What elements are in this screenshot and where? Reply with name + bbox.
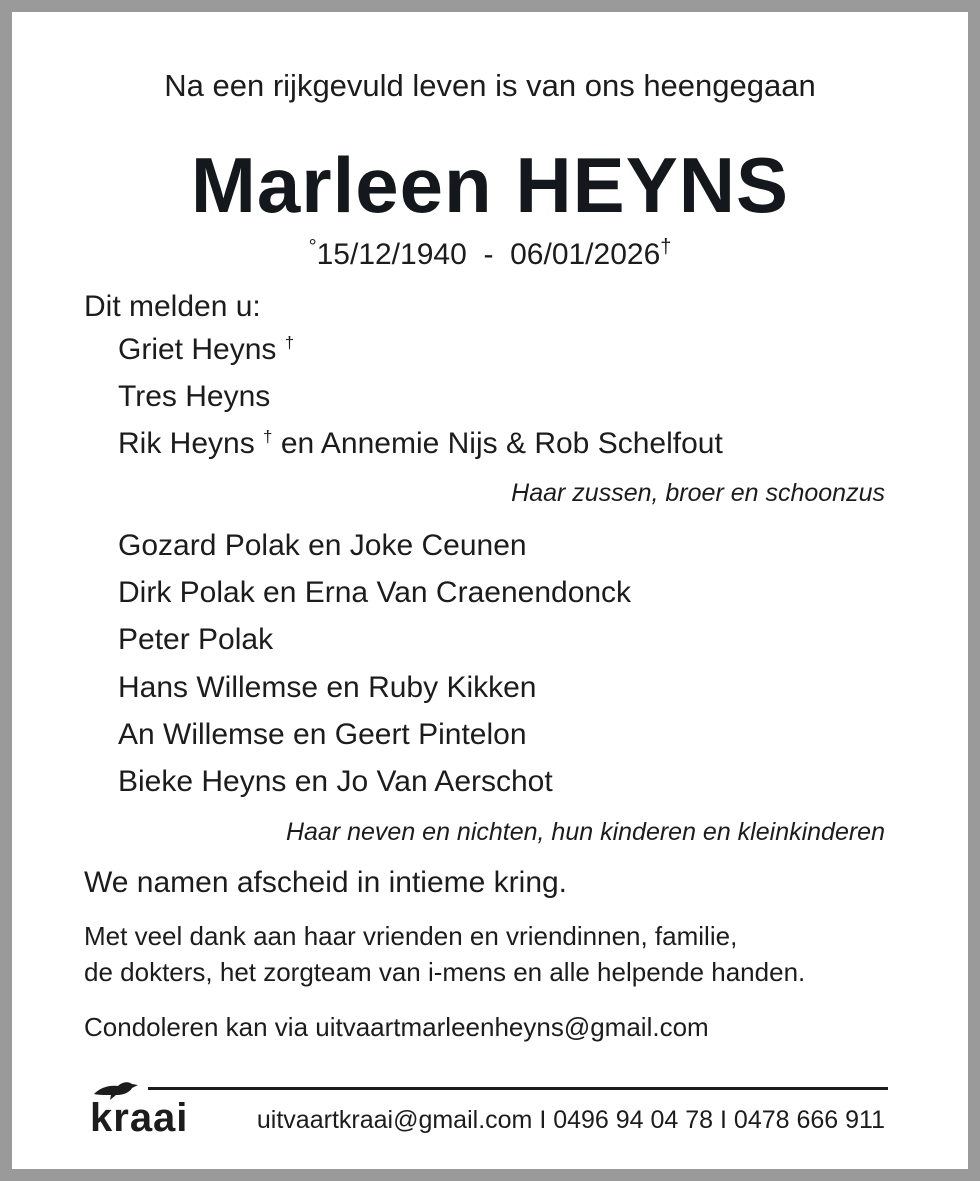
relation-caption: Haar neven en nichten, hun kinderen en kleinkinderen (285, 818, 885, 846)
family-member: An Willemse en Geert Pintelon (118, 718, 527, 751)
condolence-note: Condoleren kan via uitvaartmarleenheyns@gmail.com (84, 1012, 709, 1042)
deceased-name: Marleen HEYNS (190, 141, 790, 229)
family-member: Tres Heyns (118, 380, 271, 413)
footer-divider (148, 1087, 888, 1090)
cross-mark: † (263, 427, 273, 446)
relation-caption: Haar zussen, broer en schoonzus (511, 479, 885, 507)
family-member: Peter Polak (118, 623, 274, 656)
family-member: Gozard Polak en Joke Ceunen (118, 529, 527, 562)
family-member: Dirk Polak en Erna Van Craenendonck (118, 576, 632, 609)
funeral-home-contact: uitvaartkraai@gmail.com I 0496 94 04 78 I 0478 666 911 (256, 1106, 885, 1134)
birth-date: 15/12/1940 (316, 238, 467, 271)
family-member: Bieke Heyns en Jo Van Aerschot (118, 765, 553, 798)
funeral-home-logo: kraai (90, 1096, 189, 1140)
death-date: 06/01/2026 (510, 238, 661, 271)
life-dates (0, 236, 980, 272)
thanks-note: Met veel dank aan haar vrienden en vriendinnen, familie, de dokters, het zorgteam van i-mens en alle helpende handen. (84, 921, 806, 987)
born-symbol: ° (308, 236, 317, 258)
family-member: Hans Willemse en Ruby Kikken (118, 671, 537, 704)
cross-mark: † (284, 333, 295, 352)
date-separator: - (483, 238, 494, 271)
died-symbol: † (660, 236, 672, 258)
intro-text: Na een rijkgevuld leven is van ons heengegaan (164, 68, 816, 103)
family-member: Rik Heyns † en Annemie Nijs & Rob Schelfout (118, 427, 723, 460)
family-member: Griet Heyns † (118, 333, 295, 366)
announcement-lead: Dit melden u: (84, 290, 261, 323)
farewell-note: We namen afscheid in intieme kring. (84, 866, 568, 899)
